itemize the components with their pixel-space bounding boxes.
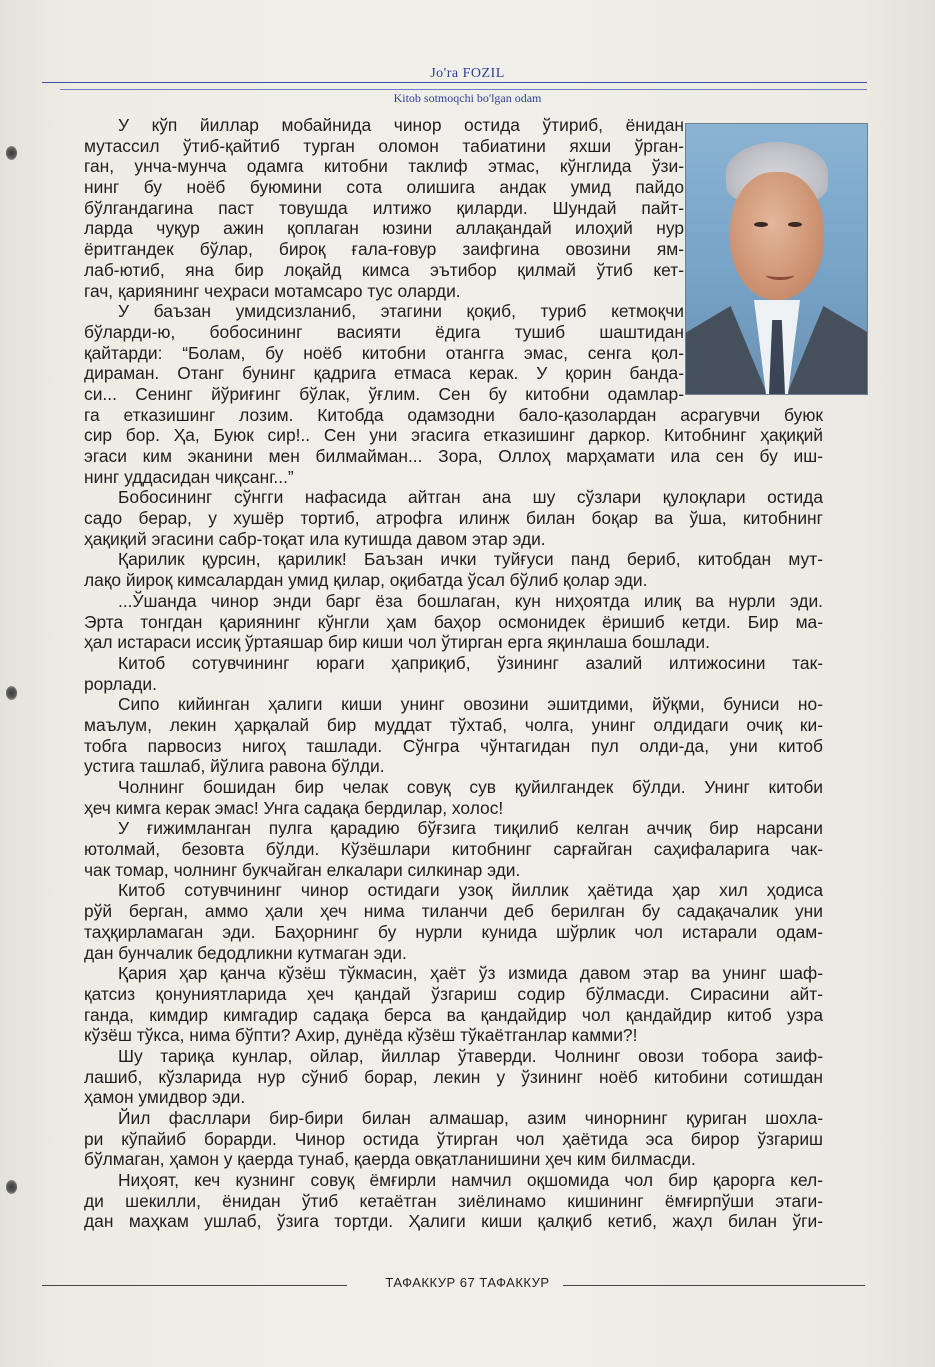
text-line: ҳал истараси иссиқ ўртаяшар бир киши чол ўтирган ерга яқинлаша бошлади. [84,632,710,653]
text-line: ганда, кимдир кимгадир садақа берса ва қандайдир чол қандайдир китоб узра [84,1004,823,1025]
text-line: эгаси ким эканини мен билмайман... Зора, Оллоҳ марҳамати ила сен бу иш- [84,446,823,466]
text-line: У баъзан умидсизланиб, этагини қоқиб, туриб кетмоқчи [118,301,684,322]
text-line: Эрта тонгдан қариянинг кўнгли ҳам баҳор осмонидек ёришиб кетди. Бир ма- [84,611,823,632]
text-line: Китоб сотувчининг чинор остидаги узоқ йиллик ҳаётида ҳар хил ҳодиса [118,880,823,901]
text-line: нинг бу ноёб буюмини сота олишига андак умид пайдо [84,177,684,198]
header-rule [60,89,867,90]
text-line: қатсиз қонуниятларида ҳеч қандай ўзгариш содир бўлмасди. Сирасини айт- [84,983,823,1004]
text-line: дираман. Отанг бунинг қадрига етмаса керак. У қорин банда- [84,363,684,384]
text-line: рорлади. [84,673,157,694]
text-line: ри кўпайиб борарди. Чинор остида ўтирган чол ҳаётида эса бирор ўзгариш [84,1128,823,1149]
text-line: ютолмай, безовта бўлди. Кўзёшлари китобнинг сарғайган саҳифаларига чак- [84,839,823,860]
header-rule [42,82,867,83]
text-line: Чолнинг бошидан бир челак совуқ сув қуйилгандек бўлди. Унинг китоби [118,777,823,797]
page-footer: ТАФАККУР 67 ТАФАККУР [385,1275,550,1290]
text-line: Йил фасллари бир-бири билан алмашар, азим чинорнинг қуриган шохла- [118,1108,823,1128]
text-line: таҳқирламаган эди. Баҳорнинг бу нурли кунида шўрлик чол истарали одам- [84,921,823,942]
text-line: устига ташлаб, йўлига равона бўлди. [84,756,385,777]
text-line: гач, қариянинг чеҳраси мотамсаро тус оларди. [84,280,461,301]
text-line: ҳақиқий эгасини сабр-тоқат ила кутишда давом этар эди. [84,528,546,549]
text-line: кўзёш тўкса, нима бўпти? Ахир, дунёда кўзёш тўкаётганлар камми?! [84,1025,638,1046]
text-line: лақо йироқ кимсалардан умид қилар, оқибатда ўсал бўлиб қолар эди. [84,570,648,591]
text-line: сир бор. Ҳа, Буюк сир!.. Сен уни эгасига етказишинг даркор. Китобнинг ҳақиқий [84,425,823,446]
text-line: мутассил ўтиб-қайтиб турган оломон табиатини яхши ўрган- [84,135,684,156]
text-line: Қарилик қурсин, қарилик! Баъзан ички туйғуси панд бериб, китобдан мут- [118,549,823,570]
text-line: Сипо кийинган ҳалиги киши унинг овозини эшитдими, йўқми, буниси но- [118,694,823,715]
text-line: ган, унча-мунча одамга китобни таклиф этмас, кўнглида ўзи- [84,156,684,177]
text-line: бўлгандагина паст товушда илтижо қиларди. Шундай пайт- [84,197,684,218]
running-header-title: Kitob sotmoqchi bo'lgan odam [393,91,542,105]
text-line: ҳамон умидвор эди. [84,1087,246,1108]
text-line: Қария ҳар қанча кўзёш тўкмасин, ҳаёт ўз измида давом этар ва унинг шаф- [118,963,823,984]
binding-hole-icon [6,1180,17,1194]
text-line: бўлмаган, ҳамон у қаерда тунаб, қаерда овқатланишини ҳеч ким билмасди. [84,1149,696,1170]
running-header-author: Jo'ra FOZIL [430,66,505,81]
footer-rule [563,1285,865,1286]
text-line: У кўп йиллар мобайнида чинор остида ўтириб, ёнидан [118,115,684,135]
text-line: ...Ўшанда чинор энди барг ёза бошлаган, кун ниҳоятда илиқ ва нурли эди. [118,590,823,611]
text-line: ёритгандек бўлар, бироқ ғала-ғовур заифгина овозини ям- [84,239,684,260]
binding-hole-icon [6,146,17,160]
text-line: Бобосининг сўнгги нафасида айтган ана шу сўзлари қулоқлари остида [118,487,823,508]
text-line: чак томар, чолнинг букчайган елкалари силкинар эди. [84,859,521,880]
binding-hole-icon [6,686,17,700]
text-line: Шу тариқа кунлар, ойлар, йиллар ўтаверди. Чолнинг овози тобора заиф- [118,1045,823,1066]
text-line: дан бунчалик бедодликни кутмаган эди. [84,942,407,963]
text-line: рўй берган, аммо ҳали ҳеч нима тиланчи деб берилган бу садақачалик уни [84,901,823,922]
article-body [84,115,823,1232]
text-line: қайтарди: “Болам, бу ноёб китобни отангга эмас, сенга қол- [84,342,684,363]
text-line: си... Сенинг йўриғинг бўлак, ўғлим. Сен бу китобни одамлар- [84,383,684,404]
text-line: бўларди-ю, бобосининг васияти ёдига тушиб шаштидан [84,321,684,342]
text-line: ҳеч кимга керак эмас! Унга садақа бердилар, холос! [84,797,504,818]
text-line: У ғижимланган пулга қарадию бўғзига тиқилиб келган аччиқ бир нарсани [118,818,823,839]
text-line: маълум, лекин ҳарқалай бир муддат тўхтаб, чолга, унинг олдидаги очиқ ки- [84,714,823,735]
text-line: га етказишинг лозим. Китобда одамзодни бало-қазолардан асрагувчи буюк [84,404,823,425]
text-line: тобга парвосиз нигоҳ ташлади. Сўнгра чўнтагидан пул олди-да, уни китоб [84,735,823,756]
text-line: лаб-ютиб, яна бир лоқайд кимса эътибор қилмай ўтиб кет- [84,259,684,280]
text-line: ди шекилли, ёнидан ўтиб кетаётган зиёлинамо кишининг ёмғирпўши этаги- [84,1190,823,1211]
text-line: дан маҳкам ушлаб, ўзига тортди. Ҳалиги киши қалқиб кетиб, жаҳл билан ўги- [84,1211,823,1232]
text-line: Ниҳоят, кеч кузнинг совуқ ёмғирли намчил оқшомида чол бир қарорга кел- [118,1170,823,1191]
text-line: нинг уддасидан чиқсанг...” [84,466,294,487]
text-line: лашиб, кўзларида нур сўниб борар, лекин у ўзининг ноёб китобини сотишдан [84,1066,823,1087]
text-line: садо берар, у хушёр тортиб, атрофга илинж билан боқар ва ўша, китобнинг [84,508,823,529]
text-line: ларда чуқур ажин қоплаган юзини аллақандай илоҳий нур [84,218,684,239]
text-line: Китоб сотувчининг юраги ҳаприқиб, ўзининг азалий илтижосини так- [118,652,823,673]
